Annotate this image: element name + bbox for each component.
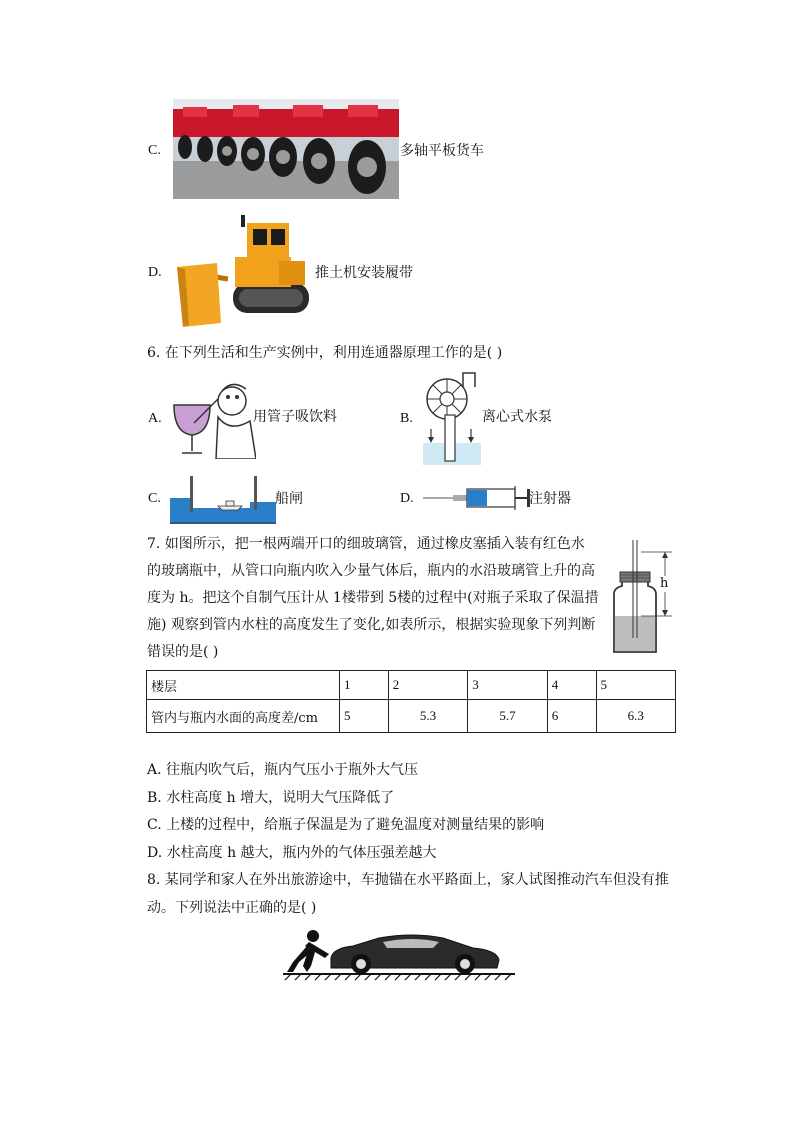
question-7-option-b: B. 水柱高度 h 增大，说明大气压降低了 — [147, 790, 395, 806]
question-8-line: 8. 某同学和家人在外出旅游途中，车抛锚在水平路面上，家人试图推动汽车但没有推 — [147, 872, 669, 888]
question-8-line: 动。下列说法中正确的是( ) — [147, 900, 317, 916]
centrifugal-pump-image — [423, 371, 481, 465]
question-7-option-a: A. 往瓶内吹气后，瓶内气压小于瓶外大气压 — [147, 762, 419, 778]
option-label: 多轴平板货车 — [400, 143, 484, 159]
option-label: 离心式水泵 — [482, 409, 552, 425]
straw-drinking-image — [170, 373, 256, 459]
question-7-line: 施) 观察到管内水柱的高度发生了变化,如表所示，根据实验现象下列判断 — [147, 617, 596, 633]
table-cell: 管内与瓶内水面的高度差/cm — [147, 700, 340, 733]
multi-axle-truck-image — [173, 99, 399, 199]
option-label: 推土机安装履带 — [315, 265, 413, 281]
option-letter: C. — [148, 143, 161, 158]
ship-lock-image — [170, 472, 276, 524]
table-row — [147, 671, 676, 700]
floor-height-table — [146, 670, 676, 733]
option-letter: B. — [400, 411, 413, 426]
table-cell: 5.7 — [468, 700, 547, 733]
option-label: 注射器 — [529, 491, 571, 507]
option-letter: D. — [148, 265, 162, 280]
table-cell: 6.3 — [596, 700, 676, 733]
pushing-car-image — [283, 928, 515, 982]
question-7-line: 7. 如图所示，把一根两端开口的细玻璃管，通过橡皮塞插入装有红色水 — [147, 536, 585, 552]
table-cell: 5 — [340, 700, 389, 733]
table-cell: 6 — [547, 700, 596, 733]
question-7-option-c: C. 上楼的过程中，给瓶子保温是为了避免温度对测量结果的影响 — [147, 817, 545, 833]
barometer-figure — [608, 538, 684, 658]
table-cell: 1 — [340, 671, 389, 700]
table-cell: 5.3 — [388, 700, 467, 733]
table-cell: 4 — [547, 671, 596, 700]
option-label: 船闸 — [275, 491, 303, 507]
bulldozer-image — [173, 215, 313, 330]
figure-label-h: h — [660, 576, 669, 591]
table-cell: 3 — [468, 671, 547, 700]
table-row — [147, 700, 676, 733]
option-label: 用管子吸饮料 — [253, 409, 337, 425]
table-cell: 2 — [388, 671, 467, 700]
option-letter: D. — [400, 491, 414, 506]
question-7-option-d: D. 水柱高度 h 越大，瓶内外的气体压强差越大 — [147, 845, 437, 861]
question-7-line: 度为 h。把这个自制气压计从 1楼带到 5楼的过程中(对瓶子采取了保温措 — [147, 590, 599, 606]
question-7-line: 错误的是( ) — [147, 644, 219, 660]
question-7-line: 的玻璃瓶中，从管口向瓶内吹入少量气体后，瓶内的水沿玻璃管上升的高 — [147, 563, 595, 579]
option-letter: A. — [148, 411, 162, 426]
table-cell: 楼层 — [147, 671, 340, 700]
table-cell: 5 — [596, 671, 676, 700]
question-6-stem: 6. 在下列生活和生产实例中，利用连通器原理工作的是( ) — [147, 345, 503, 361]
syringe-image — [423, 486, 533, 510]
option-letter: C. — [148, 491, 161, 506]
